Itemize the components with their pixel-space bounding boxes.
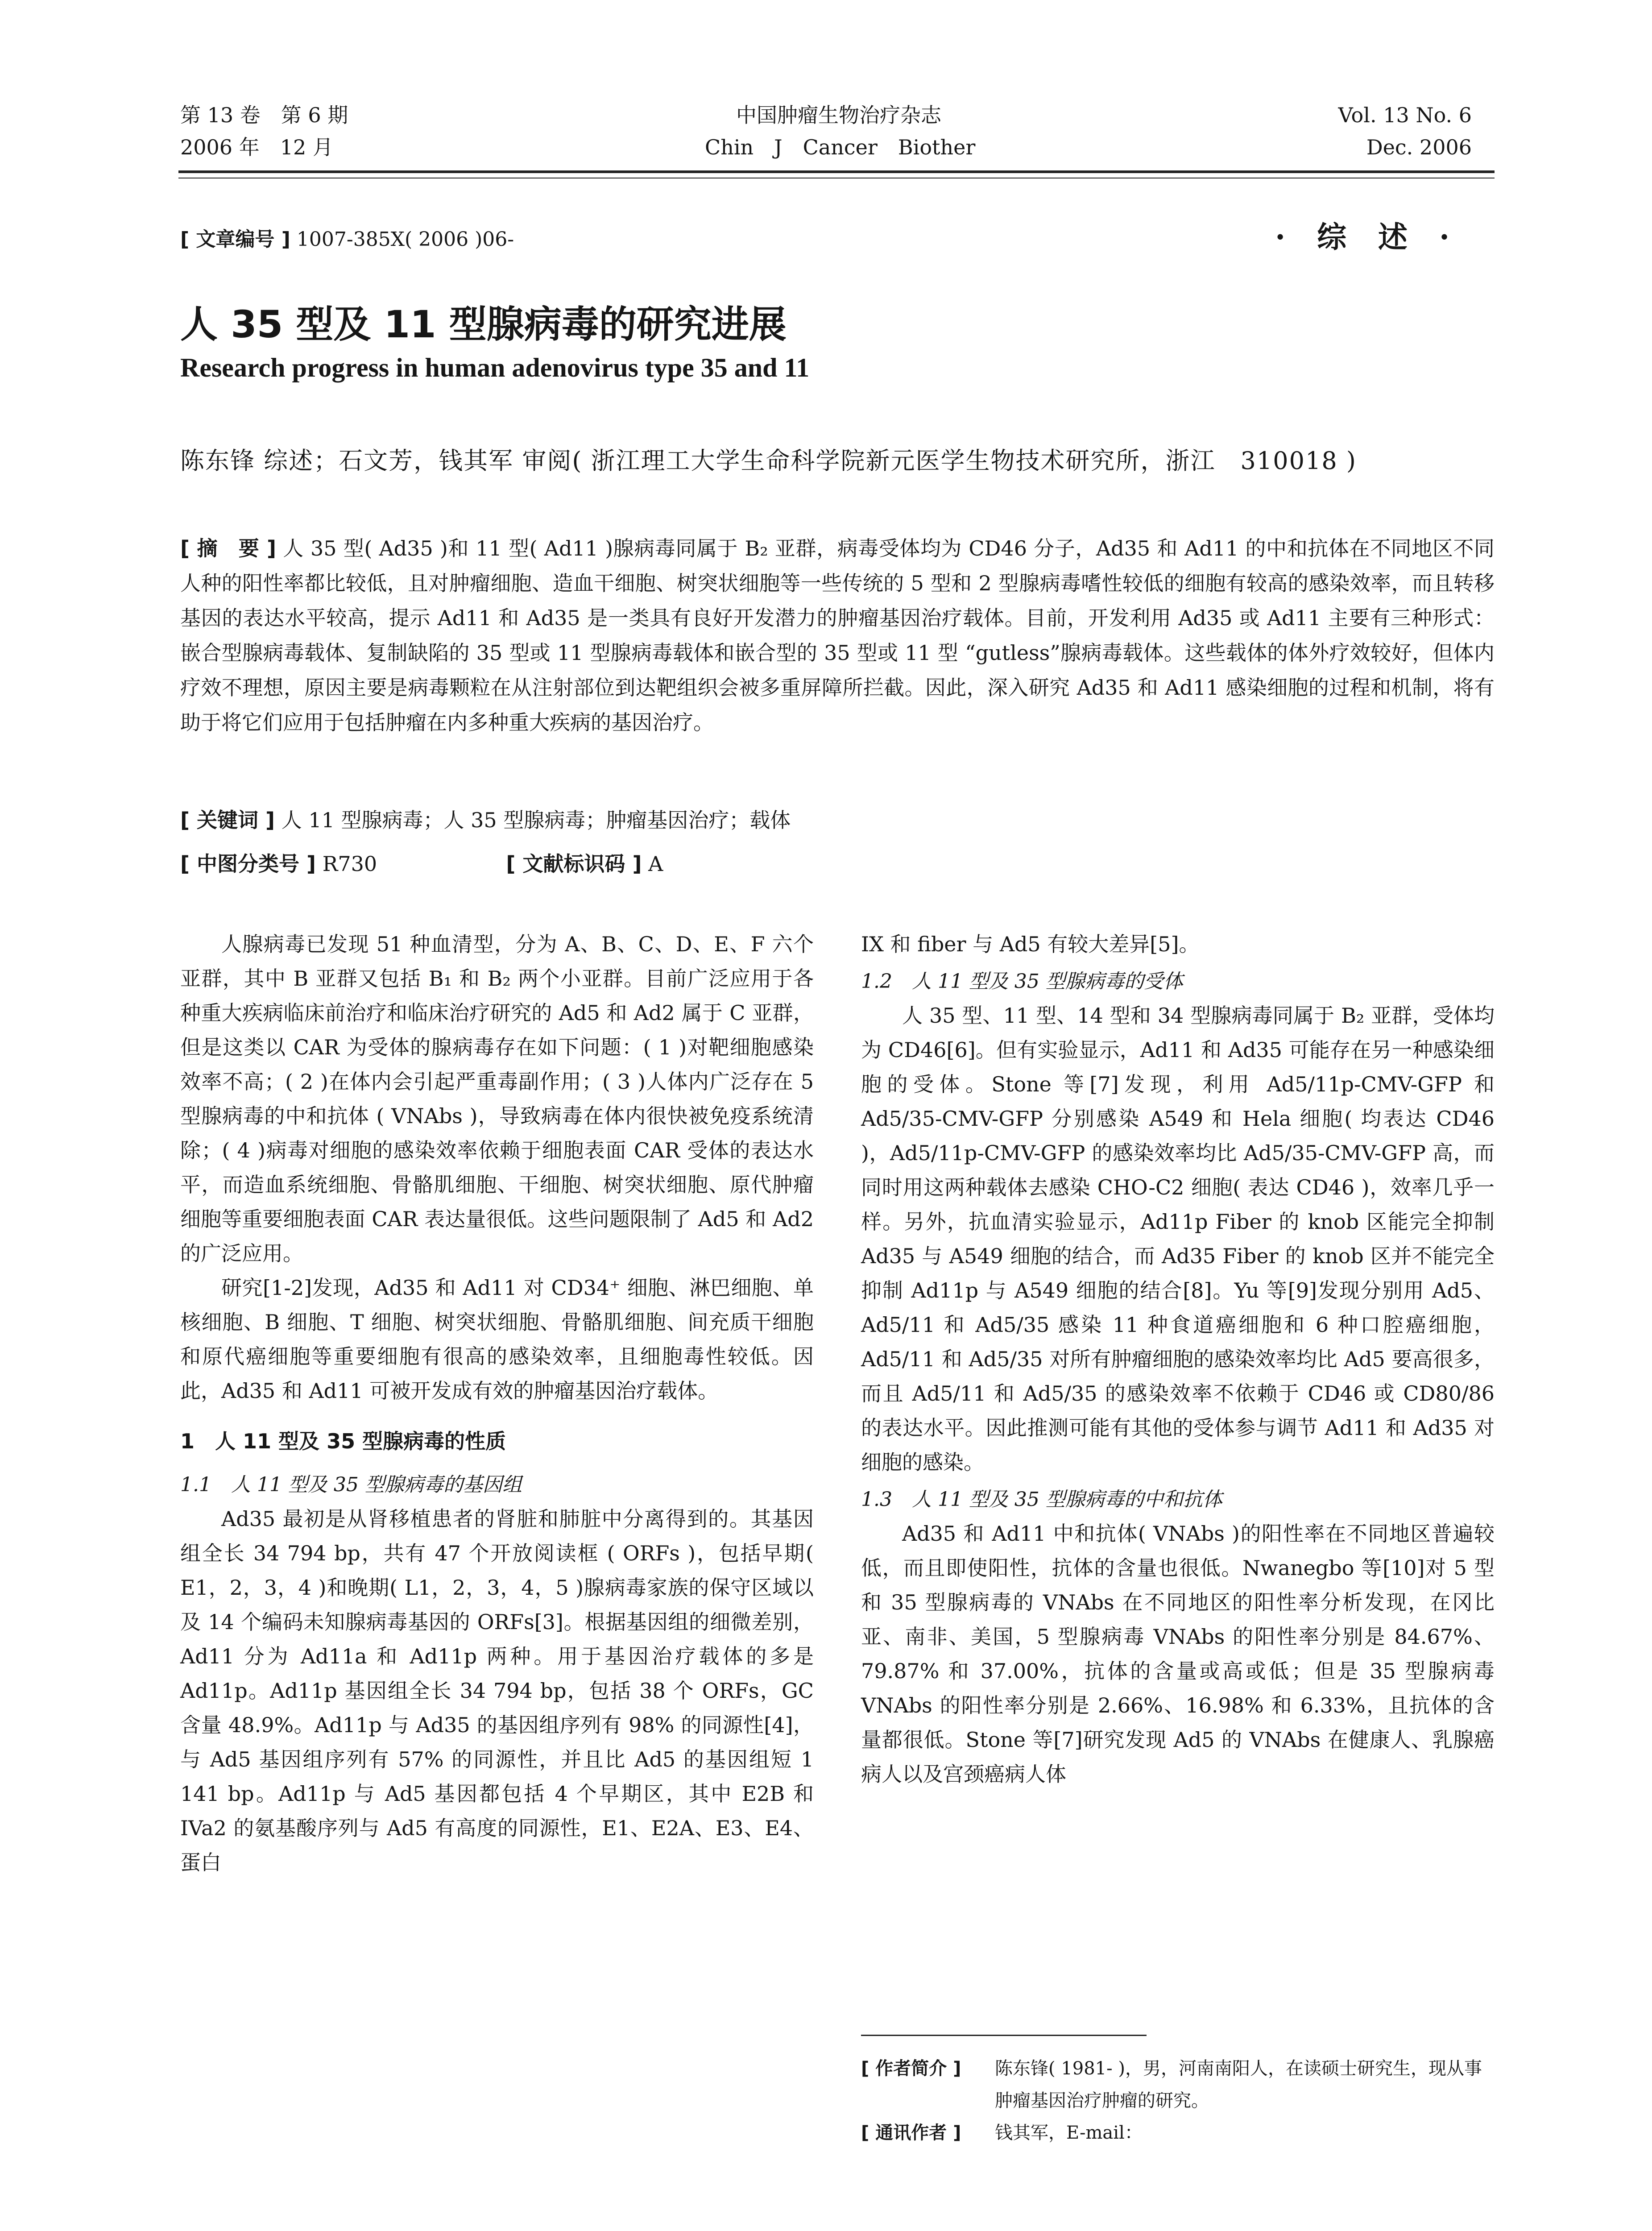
corresponding-author-label: [ 通讯作者 ] xyxy=(861,2123,961,2143)
footnotes xyxy=(861,2053,1495,2149)
body-column-left xyxy=(180,927,814,1880)
paragraph: 人 35 型、11 型、14 型和 34 型腺病毒同属于 B₂ 亚群，受体均为 CD46[6]。但有实验显示，Ad11 和 Ad35 可能存在另一种感染细胞的受体。Stone 等[7]发现，利用 Ad5/11p-CMV-GFP 和 Ad5/35-CMV-GFP 分别感染 A549 和 Hela 细胞( 均表达 CD46 )，Ad5/11p-CMV-GFP 的感染效率均比 Ad5/35-CMV-GFP 高，而同时用这两种载体去感染 CHO-C2 细胞( 表达 CD46 )，效率几乎一样。另外，抗血清实验显示，Ad11p Fiber 的 knob 区能完全抑制 Ad35 与 A549 细胞的结合，而 Ad35 Fiber 的 knob 区并不能完全抑制 Ad11p 与 A549 细胞的结合[8]。Yu 等[9]发现分别用 Ad5、Ad5/11 和 Ad5/35 感染 11 种食道癌细胞和 6 种口腔癌细胞，Ad5/11 和 Ad5/35 对所有肿瘤细胞的感染效率均比 Ad5 要高很多，而且 Ad5/11 和 Ad5/35 的感染效率不依赖于 CD46 或 CD80/86 的表达水平。因此推测可能有其他的受体参与调节 Ad11 和 Ad35 对细胞的感染。 xyxy=(861,1004,1495,1474)
footnote-rule xyxy=(861,2035,1147,2036)
article-number-value: 1007-385X( 2006 )06- xyxy=(296,228,514,251)
paragraph: 研究[1-2]发现，Ad35 和 Ad11 对 CD34⁺ 细胞、淋巴细胞、单核细胞、B 细胞、T 细胞、树突状细胞、骨骼肌细胞、间充质干细胞和原代癌细胞等重要细胞有很高的感染效率，且细胞毒性较低。因此，Ad35 和 Ad11 可被开发成有效的肿瘤基因治疗载体。 xyxy=(180,1276,814,1403)
document-code-label: [ 文献标识码 ] xyxy=(506,852,642,876)
author-bio-label: [ 作者简介 ] xyxy=(861,2058,961,2079)
keywords-text: 人 11 型腺病毒；人 35 型腺病毒；肿瘤基因治疗；载体 xyxy=(281,808,791,832)
keywords xyxy=(180,804,791,834)
article-number-label: [ 文章编号 ] xyxy=(180,228,290,251)
header-journal-en: Chin J Cancer Biother xyxy=(705,135,976,159)
corresponding-author-text: 钱其军，E-mail： xyxy=(995,2123,1143,2143)
subsection-heading: 1.3 人 11 型及 35 型腺病毒的中和抗体 xyxy=(861,1488,1222,1511)
header-vol-no: Vol. 13 No. 6 xyxy=(1338,103,1472,127)
corresponding-author xyxy=(861,2117,1495,2149)
subsection-heading: 1.1 人 11 型及 35 型腺病毒的基因组 xyxy=(180,1473,522,1496)
paragraph: Ad35 最初是从肾移植患者的肾脏和肺脏中分离得到的。其基因组全长 34 794 bp，共有 47 个开放阅读框 ( ORFs )，包括早期( E1，2，3，4 )和晚期( L1，2，3，4，5 )腺病毒家族的保守区域以及 14 个编码未知腺病毒基因的 ORFs[3]。根据基因组的细微差别，Ad11 分为 Ad11a 和 Ad11p 两种。用于基因治疗载体的多是 Ad11p。Ad11p 基因组全长 34 794 bp，包括 38 个 ORFs，GC 含量 48.9%。Ad11p 与 Ad35 的基因组序列有 98% 的同源性[4]，与 Ad5 基因组序列有 57% 的同源性，并且比 Ad5 的基因组短 1 141 bp。Ad11p 与 Ad5 基因都包括 4 个早期区，其中 E2B 和 IVa2 的氨基酸序列与 Ad5 有高度的同源性，E1、E2A、E3、E4、蛋白 xyxy=(180,1507,814,1874)
paragraph: IX 和 fiber 与 Ad5 有较大差异[5]。 xyxy=(861,932,1200,956)
header-date-en: Dec. 2006 xyxy=(1366,135,1472,159)
abstract-label: [ 摘 要 ] xyxy=(180,536,277,560)
abstract-text: 人 35 型( Ad35 )和 11 型( Ad11 )腺病毒同属于 B₂ 亚群，病毒受体均为 CD46 分子，Ad35 和 Ad11 的中和抗体在不同地区不同人种的阳性率都比较低，且对肿瘤细胞、造血干细胞、树突状细胞等一些传统的 5 型和 2 型腺病毒嗜性较低的细胞有较高的感染效率，而且转移基因的表达水平较高，提示 Ad11 和 Ad35 是一类具有良好开发潜力的肿瘤基因治疗载体。目前，开发利用 Ad35 或 Ad11 主要有三种形式：嵌合型腺病毒载体、复制缺陷的 35 型或 11 型腺病毒载体和嵌合型的 35 型或 11 型 “gutless”腺病毒载体。这些载体的体外疗效较好，但体内疗效不理想，原因主要是病毒颗粒在从注射部位到达靶组织会被多重屏障所拦截。因此，深入研究 Ad35 和 Ad11 感染细胞的过程和机制，将有助于将它们应用于包括肿瘤在内多种重大疾病的基因治疗。 xyxy=(180,536,1495,734)
author-bio-text: 陈东锋( 1981- )，男，河南南阳人，在读硕士研究生，现从事肿瘤基因治疗肿瘤的研究。 xyxy=(995,2058,1482,2111)
header-volume: 第 13 卷 第 6 期 xyxy=(180,103,348,127)
classification-label: [ 中图分类号 ] xyxy=(180,852,316,876)
keywords-label: [ 关键词 ] xyxy=(180,808,275,832)
section-heading: 1 人 11 型及 35 型腺病毒的性质 xyxy=(180,1429,506,1453)
article-number xyxy=(180,223,514,252)
header-journal-cn: 中国肿瘤生物治疗杂志 xyxy=(736,103,941,127)
header-journal-name xyxy=(705,99,976,163)
paragraph: Ad35 和 Ad11 中和抗体( VNAbs )的阳性率在不同地区普遍较低，而且即使阳性，抗体的含量也很低。Nwanegbo 等[10]对 5 型和 35 型腺病毒的 VNAbs 在不同地区的阳性率分析发现，在冈比亚、南非、美国，5 型腺病毒 VNAbs 的阳性率分别是 84.67%、79.87% 和 37.00%，抗体的含量或高或低；但是 35 型腺病毒 VNAbs 的阳性率分别是 2.66%、16.98% 和 6.33%，且抗体的含量都很低。Stone 等[7]研究发现 Ad5 的 VNAbs 在健康人、乳腺癌病人以及宫颈癌病人体 xyxy=(861,1522,1495,1786)
body-column-right xyxy=(861,927,1495,1791)
header-rule-thick xyxy=(178,170,1495,173)
header-volume-en xyxy=(1338,99,1472,163)
author-bio xyxy=(861,2053,1495,2117)
title-chinese: 人 35 型及 11 型腺病毒的研究进展 xyxy=(180,303,787,346)
header-volume-issue xyxy=(180,99,348,163)
column-tag: · 综 述 · xyxy=(1275,220,1460,254)
document-code-value: A xyxy=(648,852,663,876)
paragraph: 人腺病毒已发现 51 种血清型，分为 A、B、C、D、E、F 六个亚群，其中 B 亚群又包括 B₁ 和 B₂ 两个小亚群。目前广泛应用于各种重大疾病临床前治疗和临床治疗研究的 Ad5 和 Ad2 属于 C 亚群，但是这类以 CAR 为受体的腺病毒存在如下问题：( 1 )对靶细胞感染效率不高；( 2 )在体内会引起严重毒副作用；( 3 )人体内广泛存在 5 型腺病毒的中和抗体 ( VNAbs )，导致病毒在体内很快被免疫系统清除；( 4 )病毒对细胞的感染效率依赖于细胞表面 CAR 受体的表达水平，而造血系统细胞、骨骼肌细胞、干细胞、树突状细胞、原代肿瘤细胞等重要细胞表面 CAR 表达量很低。这些问题限制了 Ad5 和 Ad2 的广泛应用。 xyxy=(180,932,814,1265)
classification-value: R730 xyxy=(322,852,377,876)
author-line: 陈东锋 综述；石文芳，钱其军 审阅( 浙江理工大学生命科学院新元医学生物技术研究所，浙江 310018 ) xyxy=(180,447,1357,475)
abstract xyxy=(180,531,1495,740)
classification xyxy=(180,848,663,877)
subsection-heading: 1.2 人 11 型及 35 型腺病毒的受体 xyxy=(861,970,1183,993)
header-date: 2006 年 12 月 xyxy=(180,135,333,159)
title-english: Research progress in human adenovirus type 35 and 11 xyxy=(180,353,810,382)
